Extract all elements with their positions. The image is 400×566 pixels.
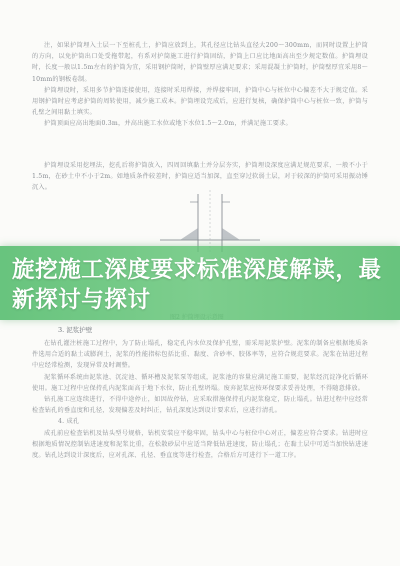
paragraph-3: 护筒顶面应高出地面0.3m，并高出施工水位或地下水位1.5～2.0m，并满足施工要求。	[44, 120, 292, 128]
paragraph-8: 成孔前应检查钻机及钻头型号规格，钻机安装应平稳牢固，钻头中心与桩位中心对正，偏差应符合要求。钻进时应根据地质情况控制钻进速度和泥浆比重，在松散砂层中应适当降低钻进速度，防止塌孔；在黏土层中可适当加快钻进速度。钻孔达到设计深度后，应对孔深、孔径、垂直度等进行检查，合格后方可进行下一道工序。	[32, 429, 368, 460]
section-heading-4: 4. 成孔	[58, 418, 80, 426]
paragraph-6: 泥浆循环系统由泥浆池、沉淀池、循环槽及泥浆泵等组成，泥浆池的容量应满足施工需要，泥浆经沉淀净化后循环使用。施工过程中应保持孔内泥浆面高于地下水位，防止孔壁坍塌。废弃泥浆应按环保要求妥善处理，不得随意排放。	[32, 373, 368, 392]
top-text-block	[32, 40, 368, 130]
paragraph-7: 钻孔施工应连续进行，不得中途停止，如因故停钻，应采取措施保持孔内泥浆稳定，防止塌孔。钻进过程中应经常检查钻孔的垂直度和孔径，发现偏差及时纠正，钻孔深度达到设计要求后，应进行清孔。	[32, 396, 368, 415]
paragraph-5: 在钻孔灌注桩施工过程中，为了防止塌孔，稳定孔内水位及保护孔壁，需采用泥浆护壁。泥浆的制备应根据地质条件选用合适的黏土或膨润土，泥浆的性能指标包括比重、黏度、含砂率、胶体率等，应符合规范要求。泥浆在钻进过程中应经常检测，发现异常及时调整。	[32, 340, 368, 370]
paragraph-2: 护筒埋设时，采用多节护筒连接使用，连接时采用焊接，并焊接牢固，护筒中心与桩位中心偏差不大于规定值。采用钢护筒时应考虑护筒的周转使用，减少施工成本。护筒埋设完成后，应进行复核，确保护筒中心与桩位一致，护筒与孔壁之间用黏土填实。	[32, 86, 368, 117]
lower-text-block	[32, 338, 368, 461]
paragraph-4: 护筒埋设采用挖埋法，挖孔后将护筒放入，四周回填黏土并分层夯实，护筒埋设深度应满足规范要求，一般不小于1.5m，在砂土中不小于2m。如地质条件较差时，护筒应适当加深，直至穿过软弱土层，对于较深的护筒可采用振动锤沉入。	[32, 162, 368, 192]
banner-title: 旋挖施工深度要求标准深度解读，最新探讨与探讨	[12, 257, 382, 313]
paragraph-1: 注，如果护筒埋入土层一下至桩孔土，护筒应放到上，其孔径应比钻头直径大200～300mm，而同时设置上护筒的方向，以免护筒出口处受拖带起，有系对护筒施工进行护筒固结，护筒上口应比地面高出至少规定数值。护筒埋设时，长度一般以1.5m左右的护筒为宜，采用钢护筒时，护筒壁厚应满足要求；采用混凝土护筒时，护筒壁厚宜采用8～10mm的钢板卷制。	[32, 42, 368, 83]
section-heading: 3. 泥浆护壁	[58, 326, 93, 334]
